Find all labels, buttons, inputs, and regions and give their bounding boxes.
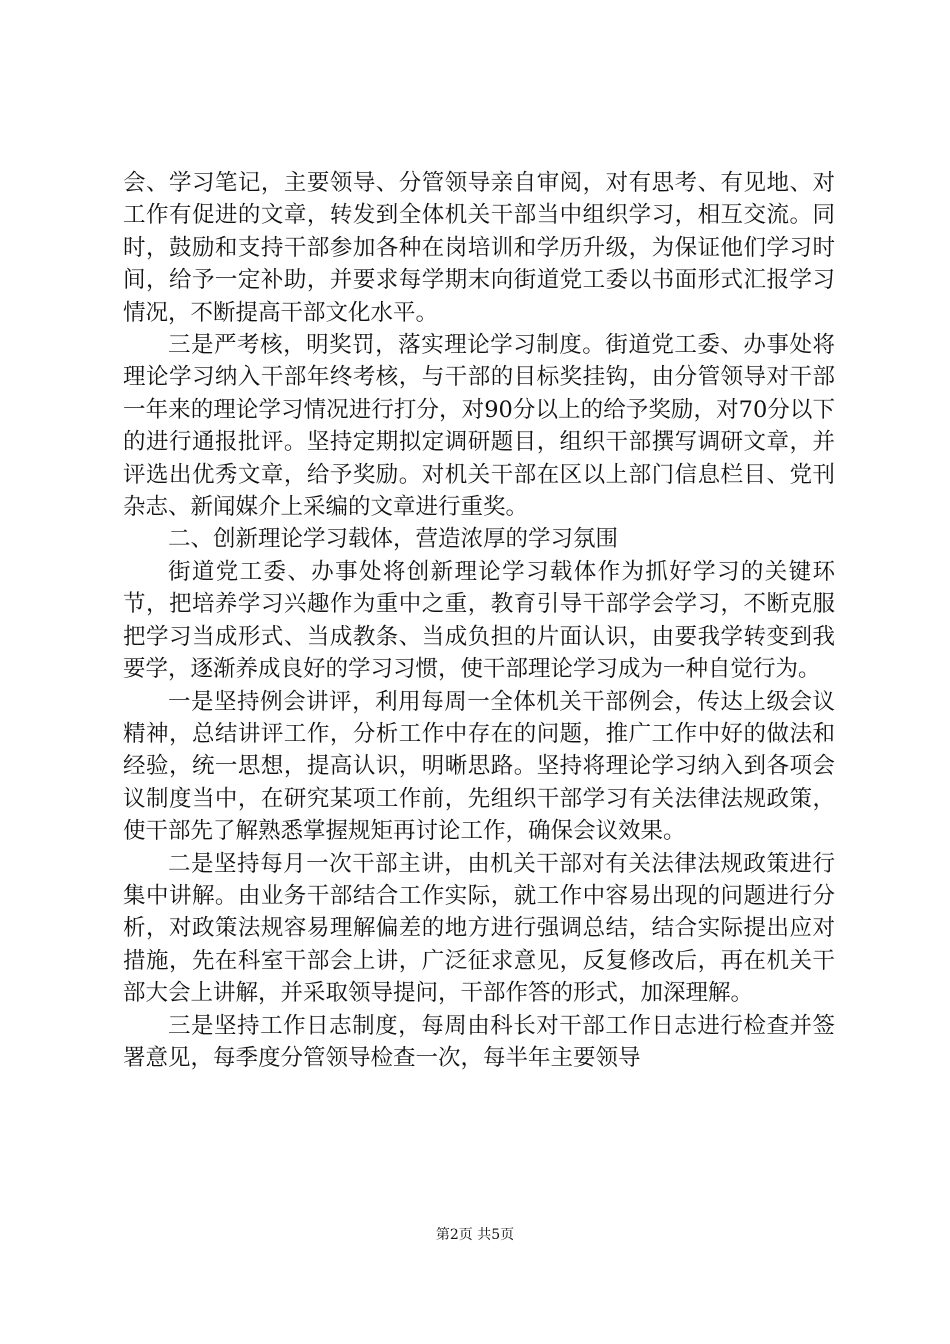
paragraph-4: 一是坚持例会讲评，利用每周一全体机关干部例会，传达上级会议精神，总结讲评工作，分析工作中存在的问题，推广工作中好的做法和经验，统一思想，提高认识，明晰思路。坚持将理论学习纳入到各项会议制度当中，在研究某项工作前，先组织干部学习有关法律法规政策，使干部先了解熟悉掌握规矩再讨论工作，确保会议效果。 <box>123 688 835 845</box>
paragraph-5: 二是坚持每月一次干部主讲，由机关干部对有关法律法规政策进行集中讲解。由业务干部结合工作实际，就工作中容易出现的问题进行分析，对政策法规容易理解偏差的地方进行强调总结，结合实际提出应对措施，先在科室干部会上讲，广泛征求意见，反复修改后，再在机关干部大会上讲解，并采取领导提问，干部作答的形式，加深理解。 <box>123 850 835 1007</box>
section-heading: 二、创新理论学习载体，营造浓厚的学习氛围 <box>168 526 619 553</box>
page-footer <box>0 1225 950 1245</box>
paragraph-2: 三是严考核，明奖罚，落实理论学习制度。街道党工委、办事处将理论学习纳入干部年终考核，与干部的目标奖挂钩，由分管领导对干部一年来的理论学习情况进行打分，对90分以上的给予奖励，对70分以下的进行通报批评。坚持定期拟定调研题目，组织干部撰写调研文章，并评选出优秀文章，给予奖励。对机关干部在区以上部门信息栏目、党刊杂志、新闻媒介上采编的文章进行重奖。 <box>123 332 835 521</box>
document-body <box>123 167 835 1074</box>
paragraph-3: 街道党工委、办事处将创新理论学习载体作为抓好学习的关键环节，把培养学习兴趣作为重中之重，教育引导干部学会学习，不断克服把学习当成形式、当成教条、当成负担的片面认识，由要我学转变到我要学，逐渐养成良好的学习习惯，使干部理论学习成为一种自觉行为。 <box>123 558 835 683</box>
paragraph-1: 会、学习笔记，主要领导、分管领导亲自审阅，对有思考、有见地、对工作有促进的文章，转发到全体机关干部当中组织学习，相互交流。同时，鼓励和支持干部参加各种在岗培训和学历升级，为保证他们学习时间，给予一定补助，并要求每学期末向街道党工委以书面形式汇报学习情况，不断提高干部文化水平。 <box>123 170 835 326</box>
paragraph-6: 三是坚持工作日志制度，每周由科长对干部工作日志进行检查并签署意见，每季度分管领导检查一次，每半年主要领导 <box>123 1012 835 1071</box>
page-number: 第2页 共5页 <box>435 1227 515 1243</box>
